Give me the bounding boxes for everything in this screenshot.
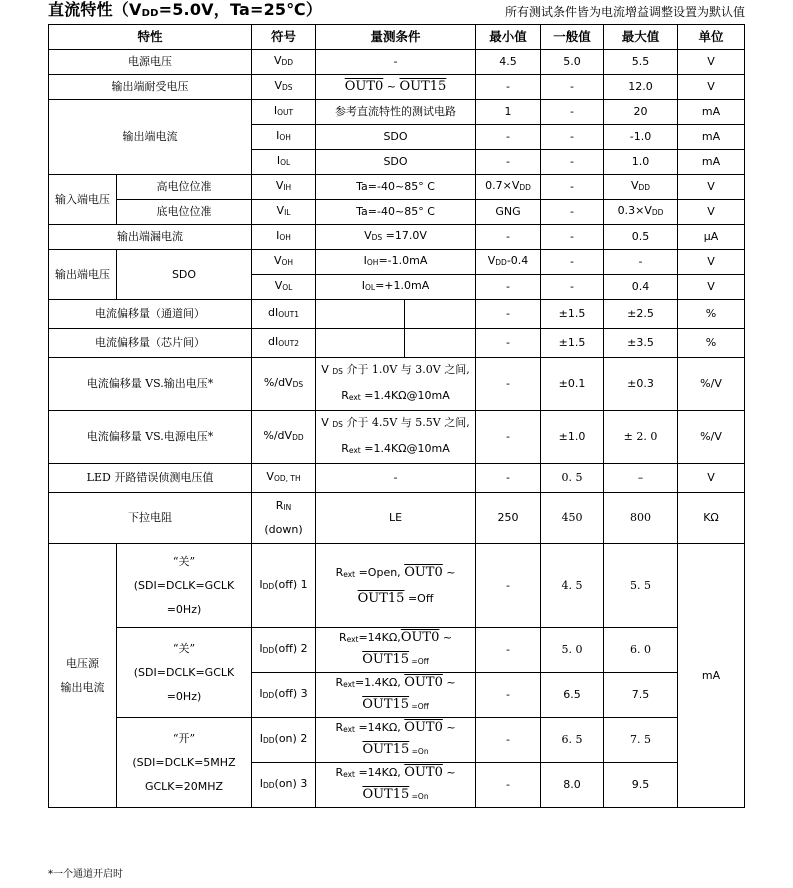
max-cell: 5. 5 (604, 544, 678, 628)
unit-cell: V (678, 464, 745, 493)
min-cell: 4.5 (476, 50, 541, 75)
unit-cell: KΩ (678, 493, 745, 544)
condition-cell: $R_{ext} =14K\Omega$, OUT0 ~ OUT15 $_{=On}$ (316, 763, 476, 808)
typ-cell: - (541, 250, 604, 275)
header-typ: 一般值 (541, 25, 604, 50)
header-characteristic: 特性 (49, 25, 252, 50)
symbol-cell: $\%/dV_{DD}$ (252, 411, 316, 464)
unit-cell: mA (678, 544, 745, 808)
param-name: 输出端漏电流 (49, 225, 252, 250)
typ-cell: ±1.5 (541, 329, 604, 358)
condition-cell: 参考直流特性的测试电路 (316, 100, 476, 125)
symbol-cell: $I_{DD}(on)$ 2 (252, 718, 316, 763)
typ-cell: - (541, 225, 604, 250)
param-name: 电流偏移量（通道间） (49, 300, 252, 329)
max-cell: 9.5 (604, 763, 678, 808)
table-row (49, 300, 745, 329)
symbol-cell: $I_{OH}$ (252, 225, 316, 250)
max-cell: $V_{DD}$ (604, 175, 678, 200)
param-name: 输入端电压 (49, 175, 117, 225)
condition-cell: $I_{OL}=+1.0mA$ (316, 275, 476, 300)
param-subname: SDO (117, 250, 252, 300)
typ-cell: ±1.0 (541, 411, 604, 464)
unit-cell: V (678, 250, 745, 275)
typ-cell: - (541, 275, 604, 300)
param-name: 电流偏移量 VS.电源电压* (49, 411, 252, 464)
header-condition: 量测条件 (316, 25, 476, 50)
min-cell: GNG (476, 200, 541, 225)
condition-cell: - (316, 464, 476, 493)
symbol-cell: $I_{DD}(off)$ 1 (252, 544, 316, 628)
typ-cell: 8.0 (541, 763, 604, 808)
param-name: 下拉电阻 (49, 493, 252, 544)
max-cell: – (604, 464, 678, 493)
condition-cell: V $_{DS}$ 介于 4.5V 与 5.5V 之间, $R_{ext}$ =1.4KΩ@10mA (316, 411, 476, 464)
typ-cell: - (541, 200, 604, 225)
header-min: 最小值 (476, 25, 541, 50)
param-name: 电源电压 (49, 50, 252, 75)
max-cell: 12.0 (604, 75, 678, 100)
min-cell: - (476, 358, 541, 411)
table-row (49, 493, 745, 544)
symbol-cell: $V_{OH}$ (252, 250, 316, 275)
max-cell: 7. 5 (604, 718, 678, 763)
condition-cell: $R_{ext}$ =Open, OUT0 ~ OUT15 =Off (316, 544, 476, 628)
symbol-cell: $V_{OD, TH}$ (252, 464, 316, 493)
condition-cell: OUT0 ~ OUT15 (316, 75, 476, 100)
max-cell: 5.5 (604, 50, 678, 75)
typ-cell: ±0.1 (541, 358, 604, 411)
table-row (49, 225, 745, 250)
min-cell: - (476, 75, 541, 100)
max-cell: ±2.5 (604, 300, 678, 329)
min-cell: - (476, 275, 541, 300)
max-cell: -1.0 (604, 125, 678, 150)
table-row (49, 175, 745, 200)
dc-characteristics-table (48, 24, 745, 808)
param-subname: 底电位位准 (117, 200, 252, 225)
symbol-cell: $I_{DD}(on)$ 3 (252, 763, 316, 808)
min-cell: - (476, 763, 541, 808)
symbol-cell: $dI_{OUT1}$ (252, 300, 316, 329)
unit-cell: V (678, 50, 745, 75)
max-cell: ± 2. 0 (604, 411, 678, 464)
unit-cell: V (678, 275, 745, 300)
param-name: 电压源 输出电流 (49, 544, 117, 808)
table-row (49, 464, 745, 493)
max-cell: $0.3\times V_{DD}$ (604, 200, 678, 225)
param-name: LED 开路错误侦测电压值 (49, 464, 252, 493)
min-cell: $V_{DD}-0.4$ (476, 250, 541, 275)
param-subname: “关” (SDI=DCLK=GCLK =0Hz) (117, 628, 252, 718)
table-row (49, 411, 745, 464)
min-cell: - (476, 225, 541, 250)
condition-cell: Ta=-40~85° C (316, 175, 476, 200)
min-cell: - (476, 544, 541, 628)
typ-cell: 5.0 (541, 50, 604, 75)
condition-cell: Ta=-40~85° C (316, 200, 476, 225)
max-cell: 1.0 (604, 150, 678, 175)
table-row (49, 358, 745, 411)
table-row (49, 100, 745, 125)
table-row (49, 329, 745, 358)
max-cell: - (604, 250, 678, 275)
typ-cell: 450 (541, 493, 604, 544)
condition-cell: SDO (316, 150, 476, 175)
max-cell: 0.4 (604, 275, 678, 300)
header-symbol: 符号 (252, 25, 316, 50)
param-name: 输出端耐受电压 (49, 75, 252, 100)
typ-cell: 6. 5 (541, 718, 604, 763)
unit-cell: V (678, 75, 745, 100)
max-cell: ±3.5 (604, 329, 678, 358)
condition-cell: SDO (316, 125, 476, 150)
page-title: 直流特性（$V_{DD}=5.0V$，Ta=25℃） (48, 0, 323, 19)
max-cell: 800 (604, 493, 678, 544)
test-conditions-note: 所有测试条件皆为电流增益调整设置为默认值 (504, 5, 745, 19)
param-name: 输出端电流 (49, 100, 252, 175)
table-row (49, 628, 745, 673)
symbol-cell: $I_{OH}$ (252, 125, 316, 150)
min-cell: - (476, 628, 541, 673)
unit-cell: mA (678, 100, 745, 125)
symbol-cell: $I_{DD}(off)$ 3 (252, 673, 316, 718)
unit-cell: mA (678, 150, 745, 175)
param-subname: 高电位位准 (117, 175, 252, 200)
min-cell: - (476, 125, 541, 150)
condition-cell (316, 300, 476, 329)
symbol-cell: $R_{IN}$ (down) (252, 493, 316, 544)
max-cell: 6. 0 (604, 628, 678, 673)
symbol-cell: $V_{DS}$ (252, 75, 316, 100)
condition-cell: - (316, 50, 476, 75)
param-name: 电流偏移量 VS.输出电压* (49, 358, 252, 411)
footnote: *一个通道开启时 (48, 869, 123, 880)
unit-cell: mA (678, 125, 745, 150)
condition-cell (316, 329, 476, 358)
symbol-cell: $V_{DD}$ (252, 50, 316, 75)
typ-cell: - (541, 125, 604, 150)
unit-cell: %/V (678, 358, 745, 411)
header-max: 最大值 (604, 25, 678, 50)
min-cell: - (476, 150, 541, 175)
typ-cell: - (541, 100, 604, 125)
symbol-cell: $V_{IL}$ (252, 200, 316, 225)
table-row (49, 75, 745, 100)
symbol-cell: $V_{IH}$ (252, 175, 316, 200)
max-cell: 7.5 (604, 673, 678, 718)
symbol-cell: $\%/dV_{DS}$ (252, 358, 316, 411)
header-unit: 单位 (678, 25, 745, 50)
typ-cell: 4. 5 (541, 544, 604, 628)
condition-cell: $R_{ext} =14K\Omega$, OUT0 ~ OUT15 $_{=On}$ (316, 718, 476, 763)
unit-cell: V (678, 200, 745, 225)
min-cell: - (476, 329, 541, 358)
symbol-cell: $dI_{OUT2}$ (252, 329, 316, 358)
unit-cell: % (678, 329, 745, 358)
typ-cell: - (541, 75, 604, 100)
param-subname: “开” (SDI=DCLK=5MHZ GCLK=20MHZ (117, 718, 252, 808)
min-cell: - (476, 464, 541, 493)
symbol-cell: $V_{OL}$ (252, 275, 316, 300)
unit-cell: V (678, 175, 745, 200)
table-row (49, 718, 745, 763)
symbol-cell: $I_{OUT}$ (252, 100, 316, 125)
max-cell: ±0.3 (604, 358, 678, 411)
typ-cell: ±1.5 (541, 300, 604, 329)
min-cell: - (476, 673, 541, 718)
min-cell: 250 (476, 493, 541, 544)
min-cell: - (476, 718, 541, 763)
typ-cell: - (541, 150, 604, 175)
table-row (49, 250, 745, 275)
symbol-cell: $I_{OL}$ (252, 150, 316, 175)
condition-cell: $R_{ext}=1.4K\Omega$, OUT0 ~ OUT15 $_{=Off}$ (316, 673, 476, 718)
condition-cell: $R_{ext}=14K\Omega,OUT0$ ~ OUT15 $_{=Off}$ (316, 628, 476, 673)
condition-cell: V $_{DS}$ 介于 1.0V 与 3.0V 之间, $R_{ext}$ =1.4KΩ@10mA (316, 358, 476, 411)
condition-cell: $I_{OH}=-1.0mA$ (316, 250, 476, 275)
table-row (49, 50, 745, 75)
typ-cell: 0. 5 (541, 464, 604, 493)
condition-cell: LE (316, 493, 476, 544)
typ-cell: - (541, 175, 604, 200)
table-header-row (49, 25, 745, 50)
unit-cell: %/V (678, 411, 745, 464)
param-name: 输出端电压 (49, 250, 117, 300)
min-cell: 1 (476, 100, 541, 125)
table-row (49, 200, 745, 225)
table-row (49, 544, 745, 628)
param-subname: “关” (SDI=DCLK=GCLK =0Hz) (117, 544, 252, 628)
max-cell: 20 (604, 100, 678, 125)
max-cell: 0.5 (604, 225, 678, 250)
typ-cell: 6.5 (541, 673, 604, 718)
min-cell: - (476, 300, 541, 329)
unit-cell: μA (678, 225, 745, 250)
condition-cell: $V_{DS} =17.0V$ (316, 225, 476, 250)
unit-cell: % (678, 300, 745, 329)
min-cell: - (476, 411, 541, 464)
param-name: 电流偏移量（芯片间） (49, 329, 252, 358)
typ-cell: 5. 0 (541, 628, 604, 673)
symbol-cell: $I_{DD}(off)$ 2 (252, 628, 316, 673)
min-cell: $0.7\times V_{DD}$ (476, 175, 541, 200)
